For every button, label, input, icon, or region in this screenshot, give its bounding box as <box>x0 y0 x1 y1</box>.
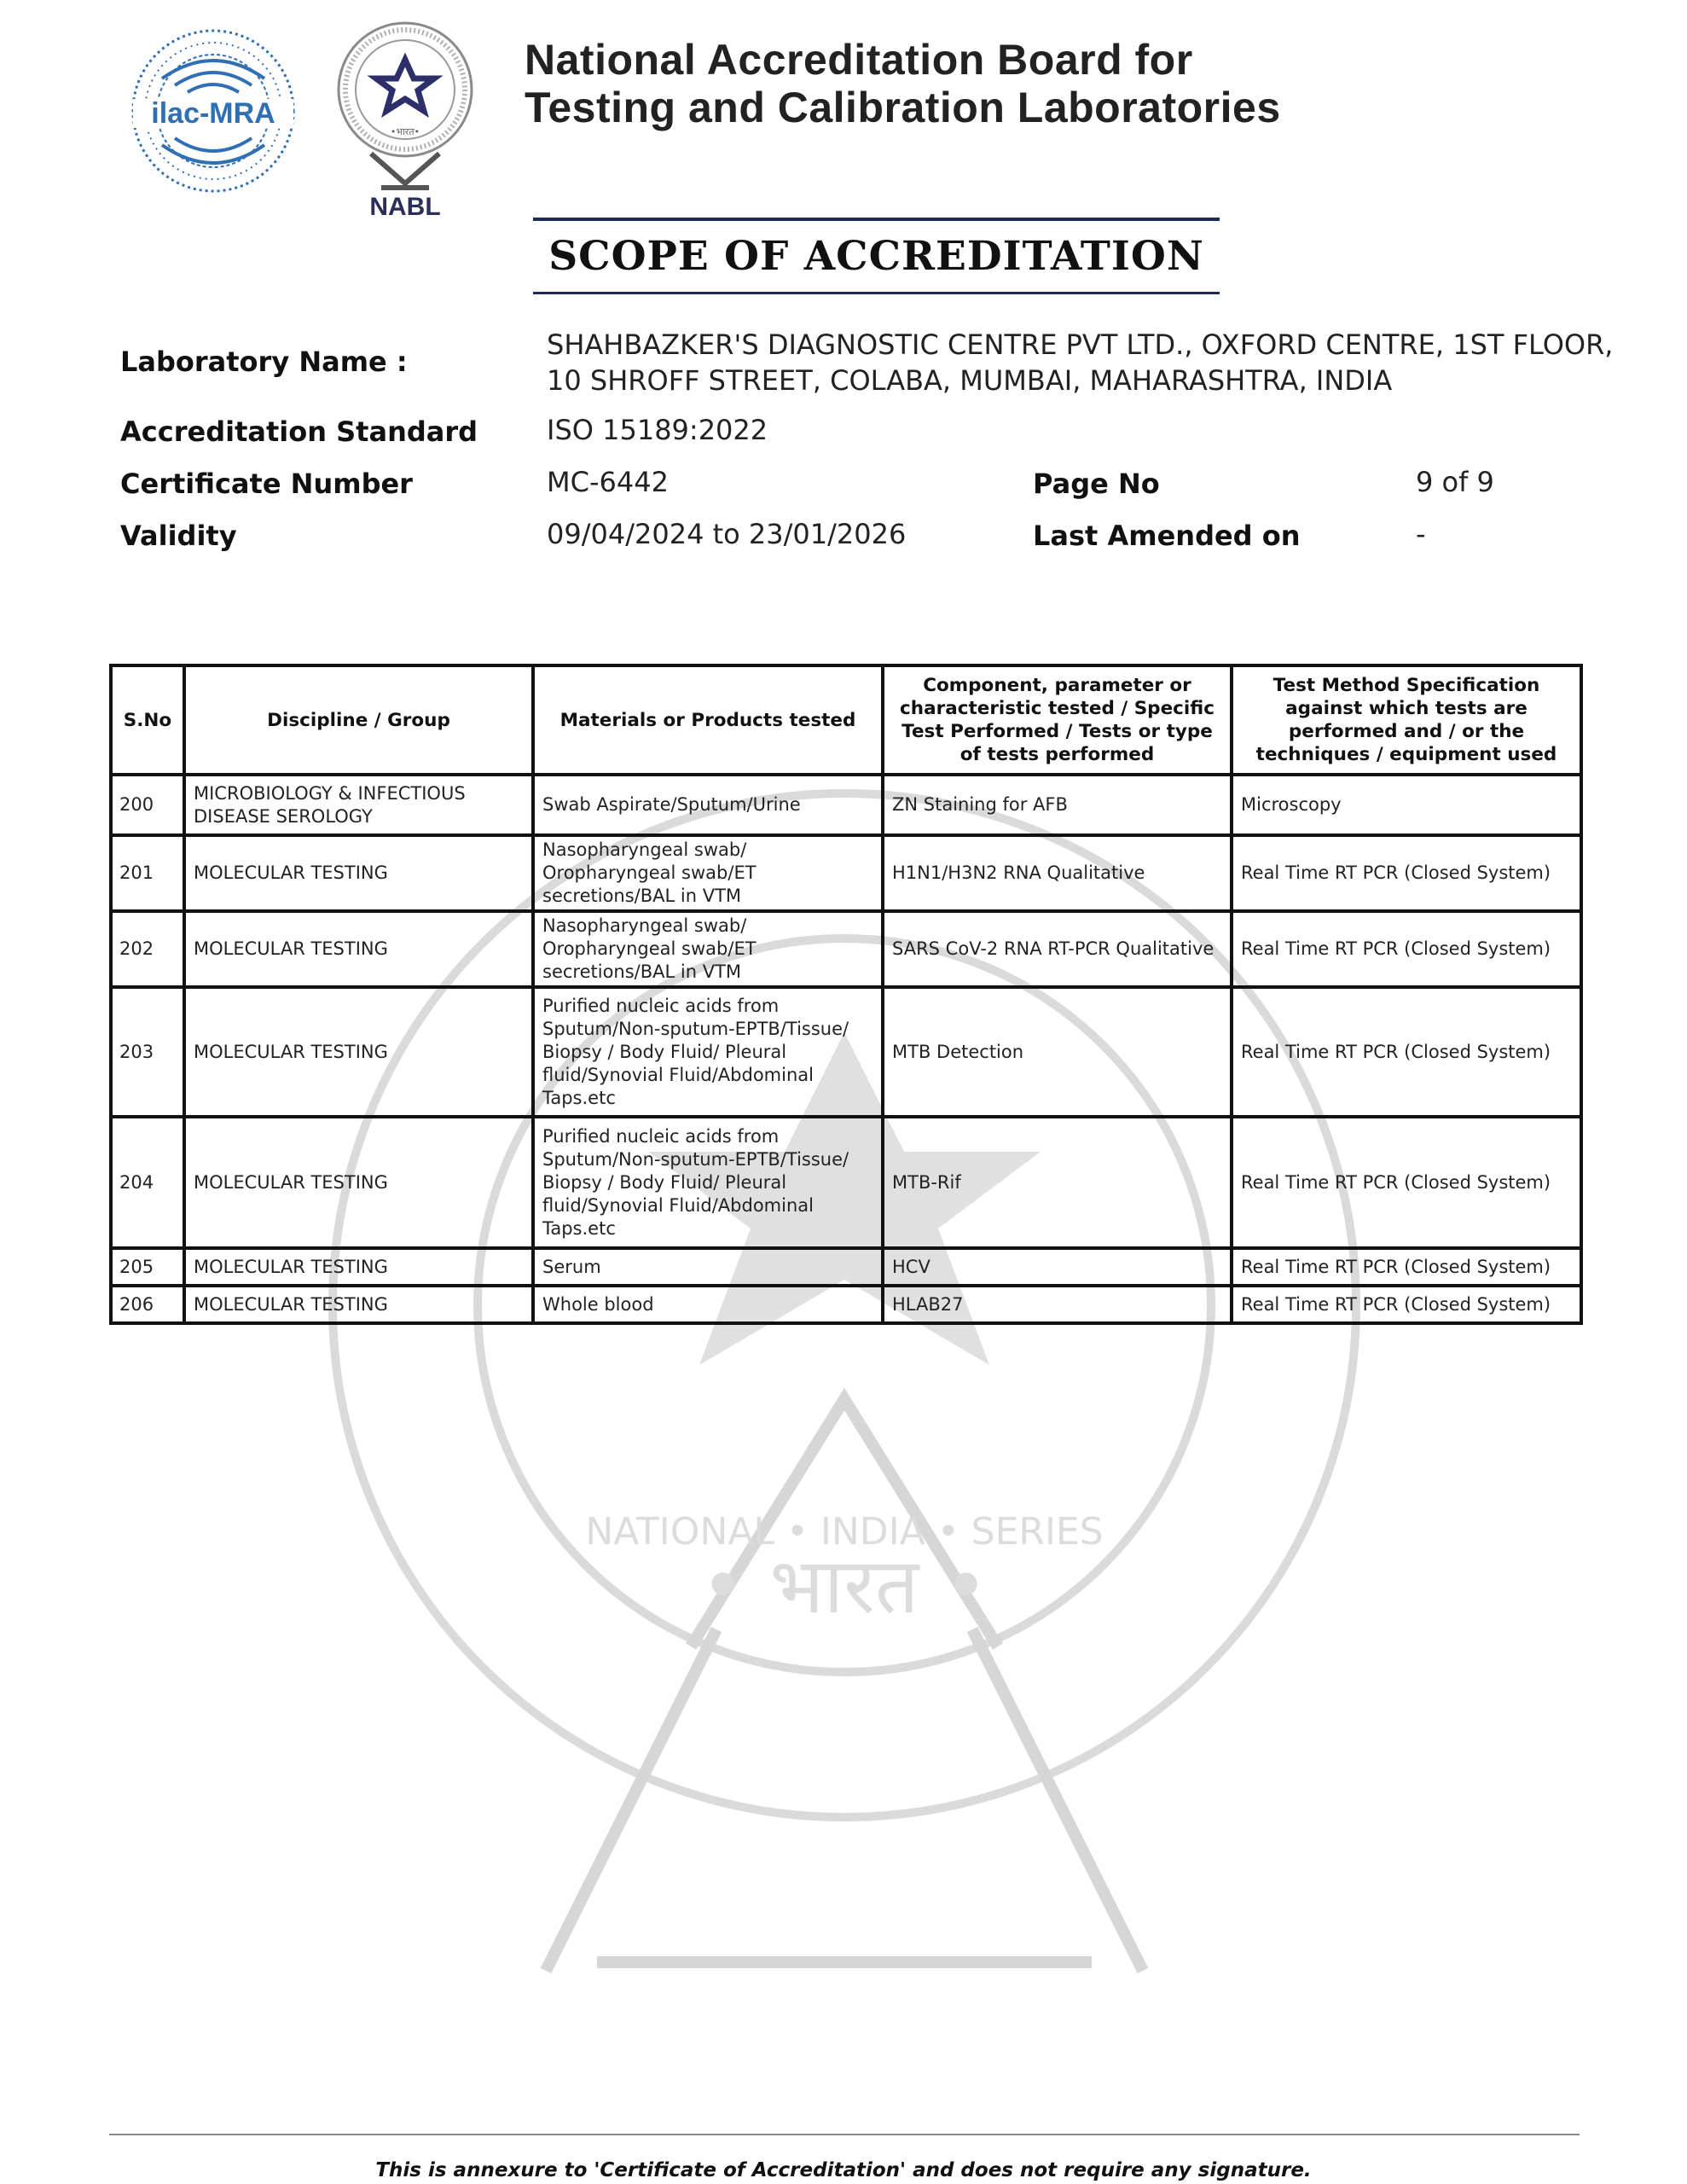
scope-heading <box>533 218 1220 294</box>
cell-method: Real Time RT PCR (Closed System) <box>1232 1248 1581 1286</box>
cell-method: Real Time RT PCR (Closed System) <box>1232 987 1581 1117</box>
cell-materials: Serum <box>533 1248 883 1286</box>
cell-method: Real Time RT PCR (Closed System) <box>1232 835 1581 911</box>
scope-table <box>109 664 1583 1325</box>
svg-text:• भारत •: • भारत • <box>699 1542 989 1631</box>
cell-component: MTB Detection <box>883 987 1232 1117</box>
footer-note: This is annexure to 'Certificate of Accreditation' and does not require any signature. <box>375 2159 1312 2181</box>
cell-sno: 202 <box>111 911 184 987</box>
lab-name-label: Laboratory Name : <box>120 346 408 378</box>
nabl-logo-text: NABL <box>369 193 441 221</box>
certificate-label: Certificate Number <box>120 468 413 500</box>
table-row <box>111 1117 1581 1248</box>
cell-discipline: MOLECULAR TESTING <box>184 987 533 1117</box>
cell-materials: Nasopharyngeal swab/ Oropharyngeal swab/ET secretions/BAL in VTM <box>533 911 883 987</box>
cell-sno: 204 <box>111 1117 184 1248</box>
cell-sno: 206 <box>111 1286 184 1323</box>
ilac-mra-logo <box>128 26 299 196</box>
validity-label: Validity <box>120 520 237 552</box>
lab-name-value <box>547 327 1613 398</box>
cell-materials: Swab Aspirate/Sputum/Urine <box>533 775 883 835</box>
cell-materials: Purified nucleic acids from Sputum/Non-sputum-EPTB/Tissue/ Biopsy / Body Fluid/ Pleural fluid/Synovial Fluid/Abdominal Taps.etc <box>533 987 883 1117</box>
header-method: Test Method Specification against which tests are performed and / or the techniques / equipment used <box>1232 665 1581 775</box>
standard-label: Accreditation Standard <box>120 415 478 448</box>
page-no-value: 9 of 9 <box>1416 466 1494 498</box>
header-discipline: Discipline / Group <box>184 665 533 775</box>
cell-discipline: MOLECULAR TESTING <box>184 1248 533 1286</box>
header-component: Component, parameter or characteristic tested / Specific Test Performed / Tests or type of tests performed <box>883 665 1232 775</box>
cell-discipline: MOLECULAR TESTING <box>184 835 533 911</box>
cell-sno: 203 <box>111 987 184 1117</box>
nabl-seal-inner-text: •भारत• <box>390 126 420 137</box>
lab-name-line1: SHAHBAZKER'S DIAGNOSTIC CENTRE PVT LTD., OXFORD CENTRE, 1ST FLOOR, <box>547 328 1614 361</box>
cell-method: Microscopy <box>1232 775 1581 835</box>
cell-component: HCV <box>883 1248 1232 1286</box>
svg-text:NATIONAL • INDIA • SERIES: NATIONAL • INDIA • SERIES <box>585 1510 1104 1554</box>
cell-method: Real Time RT PCR (Closed System) <box>1232 911 1581 987</box>
header-materials: Materials or Products tested <box>533 665 883 775</box>
cell-component: ZN Staining for AFB <box>883 775 1232 835</box>
table-row <box>111 1286 1581 1323</box>
last-amended-value: - <box>1416 518 1426 550</box>
validity-value: 09/04/2024 to 23/01/2026 <box>547 518 907 550</box>
cell-materials: Nasopharyngeal swab/ Oropharyngeal swab/ET secretions/BAL in VTM <box>533 835 883 911</box>
scope-title: SCOPE OF ACCREDITATION <box>548 233 1204 280</box>
board-title <box>525 36 1281 131</box>
cell-method: Real Time RT PCR (Closed System) <box>1232 1286 1581 1323</box>
standard-value: ISO 15189:2022 <box>547 414 768 446</box>
table-row <box>111 1248 1581 1286</box>
certificate-value: MC-6442 <box>547 466 669 498</box>
cell-sno: 200 <box>111 775 184 835</box>
lab-name-line2: 10 SHROFF STREET, COLABA, MUMBAI, MAHARASHTRA, INDIA <box>547 364 1393 397</box>
table-row <box>111 835 1581 911</box>
cell-discipline: MOLECULAR TESTING <box>184 1286 533 1323</box>
table-row <box>111 775 1581 835</box>
cell-component: SARS CoV-2 RNA RT-PCR Qualitative <box>883 911 1232 987</box>
nabl-logo <box>328 17 482 222</box>
cell-materials: Purified nucleic acids from Sputum/Non-sputum-EPTB/Tissue/ Biopsy / Body Fluid/ Pleural fluid/Synovial Fluid/Abdominal Taps.etc <box>533 1117 883 1248</box>
table-header-row <box>111 665 1581 775</box>
cell-sno: 205 <box>111 1248 184 1286</box>
cell-discipline: MOLECULAR TESTING <box>184 911 533 987</box>
footer-divider <box>109 2134 1580 2135</box>
table-row <box>111 987 1581 1117</box>
header-sno: S.No <box>111 665 184 775</box>
cell-materials: Whole blood <box>533 1286 883 1323</box>
table-row <box>111 911 1581 987</box>
cell-discipline: MICROBIOLOGY & INFECTIOUS DISEASE SEROLOGY <box>184 775 533 835</box>
cell-discipline: MOLECULAR TESTING <box>184 1117 533 1248</box>
cell-component: H1N1/H3N2 RNA Qualitative <box>883 835 1232 911</box>
cell-component: MTB-Rif <box>883 1117 1232 1248</box>
cell-sno: 201 <box>111 835 184 911</box>
board-title-line1: National Accreditation Board for <box>525 36 1193 84</box>
last-amended-label: Last Amended on <box>1033 520 1301 552</box>
ilac-logo-text: ilac-MRA <box>151 97 275 130</box>
cell-component: HLAB27 <box>883 1286 1232 1323</box>
board-title-line2: Testing and Calibration Laboratories <box>525 84 1281 131</box>
page-no-label: Page No <box>1033 468 1160 500</box>
scope-rule-bottom <box>533 292 1220 294</box>
cell-method: Real Time RT PCR (Closed System) <box>1232 1117 1581 1248</box>
